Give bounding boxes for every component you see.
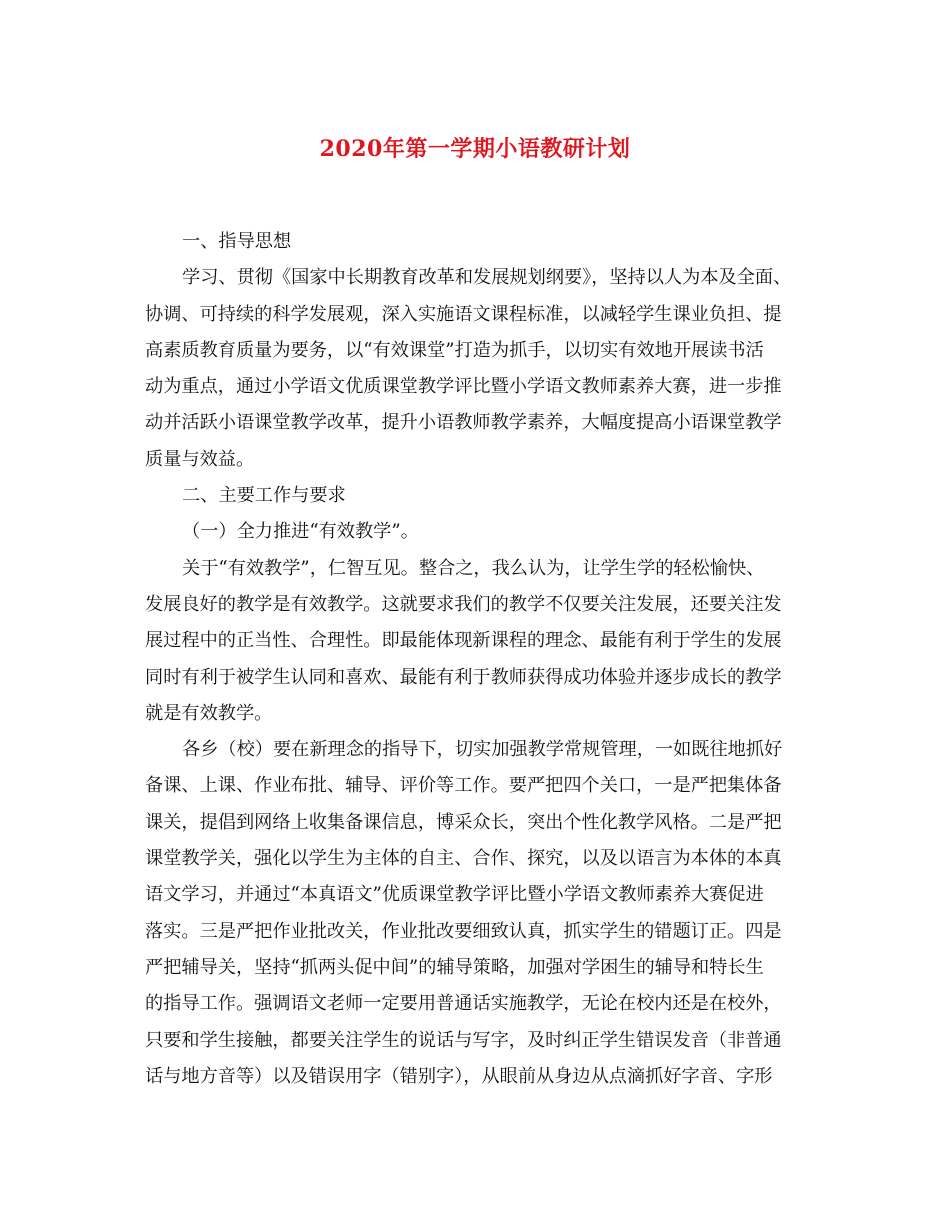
text-line: （一）全力推进“有效教学”。 (182, 521, 419, 543)
text-line: 严把辅导关，坚持“抓两头促中间”的辅导策略，加强对学困生的辅导和特长生 (145, 956, 764, 978)
text-line: 落实。三是严把作业批改关，作业批改要细致认真，抓实学生的错题订正。四是 (145, 920, 782, 942)
text-line: 课关，提倡到网络上收集备课信息，博采众长，突出个性化教学风格。二是严把 (145, 811, 782, 833)
text-line: 展过程中的正当性、合理性。即最能体现新课程的理念、最能有利于学生的发展 (145, 630, 782, 652)
text-line: 各乡（校）要在新理念的指导下，切实加强教学常规管理，一如既往地抓好 (182, 739, 783, 761)
text-line: 发展良好的教学是有效教学。这就要求我们的教学不仅要关注发展，还要关注发 (145, 593, 782, 615)
text-line: 备课、上课、作业布批、辅导、评价等工作。要严把四个关口，一是严把集体备 (145, 775, 782, 797)
text-line: 关于“有效教学”，仁智互见。整合之，我么认为，让学生学的轻松愉快、 (182, 557, 765, 579)
text-line: 动并活跃小语课堂教学改革，提升小语教师教学素养，大幅度提高小语课堂教学 (145, 412, 782, 434)
text-line: 课堂教学关，强化以学生为主体的自主、合作、探究，以及以语言为本体的本真 (145, 848, 782, 870)
text-line: 只要和学生接触，都要关注学生的说话与写字，及时纠正学生错误发音（非普通 (145, 1029, 782, 1051)
text-line: 话与地方音等）以及错误用字（错别字），从眼前从身边从点滴抓好字音、字形 (145, 1065, 773, 1087)
text-line: 一、指导思想 (182, 231, 292, 252)
text-line: 学习、贯彻《国家中长期教育改革和发展规划纲要》，坚持以人为本及全面、 (182, 267, 792, 289)
text-line: 质量与效益。 (145, 448, 255, 470)
text-line: 同时有利于被学生认同和喜欢、最能有利于教师获得成功体验并逐步成长的教学 (145, 666, 782, 688)
text-line: 就是有效教学。 (145, 702, 273, 724)
text-line: 高素质教育质量为要务，以“有效课堂”打造为抓手，以切实有效地开展读书活 (145, 339, 764, 361)
document-title: 2020年第一学期小语教研计划 (319, 136, 631, 162)
text-line: 协调、可持续的科学发展观，深入实施语文课程标准，以减轻学生课业负担、提 (145, 303, 782, 325)
document-body (145, 224, 813, 1095)
text-line: 语文学习，并通过“本真语文”优质课堂教学评比暨小学语文教师素养大赛促进 (145, 884, 764, 906)
text-line: 动为重点，通过小学语文优质课堂教学评比暨小学语文教师素养大赛，进一步推 (145, 376, 782, 398)
text-line: 的指导工作。强调语文老师一定要用普通话实施教学，无论在校内还是在校外， (145, 993, 782, 1015)
text-line: 二、主要工作与要求 (182, 485, 346, 507)
